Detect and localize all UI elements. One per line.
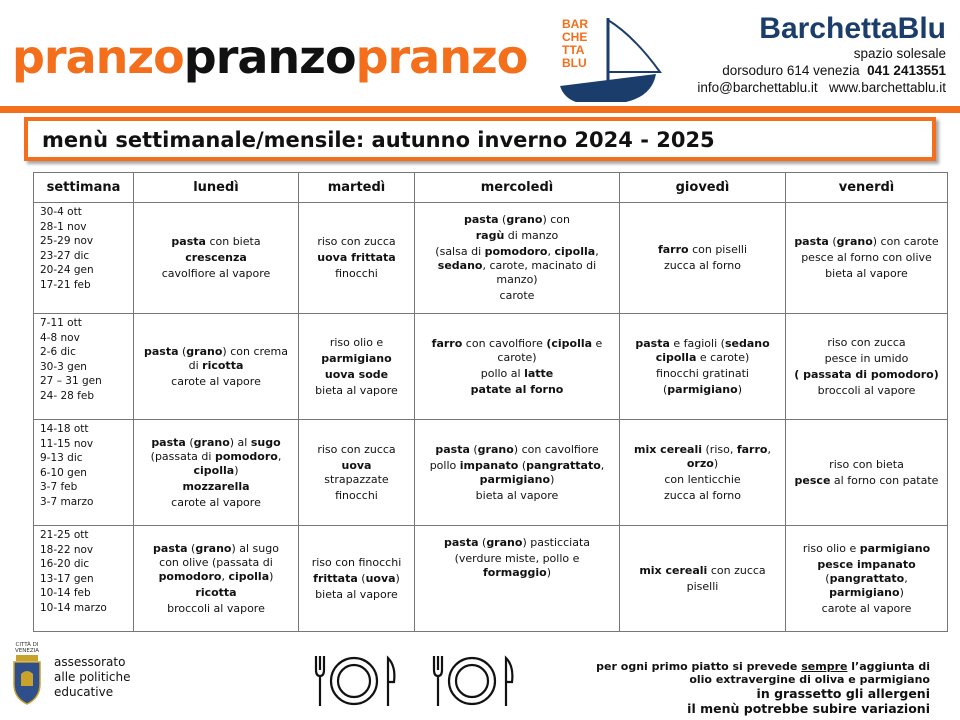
header-monday: lunedì xyxy=(134,173,299,203)
week-cell xyxy=(34,526,134,632)
header-friday: venerdì xyxy=(786,173,948,203)
wednesday-menu: pasta (grano) con cavolfiore pollo impanato (pangrattato, parmigiano) bieta al vapore xyxy=(415,420,620,526)
note-line-2: olio extravergine di oliva e parmigiano xyxy=(689,673,930,686)
dish-text: pasta xyxy=(794,235,829,248)
subtitle: menù settimanale/mensile: autunno inverno 2024 - 2025 xyxy=(42,128,715,152)
dish-text: uova xyxy=(365,571,396,585)
monday-menu: pasta (grano) con crema di ricotta carote al vapore xyxy=(134,314,299,420)
week-range: 30-4 ott xyxy=(40,206,82,218)
dish-text: crescenza xyxy=(185,251,247,264)
dish-text: riso con zucca xyxy=(317,442,396,456)
dish-text: grano xyxy=(477,442,514,456)
dish-text: con crema di xyxy=(188,344,289,372)
monday-menu: pasta (grano) al sugo con olive (passata di pomodoro, cipolla) ricotta broccoli al vapore xyxy=(134,526,299,632)
dish-text: con piselli xyxy=(688,243,748,256)
dish-text: pasticciata xyxy=(526,536,591,549)
dish-text: al sugo con olive (passata di xyxy=(159,541,279,569)
dish-text: grano xyxy=(836,235,873,248)
dish-text: pesce al forno con olive xyxy=(801,251,932,264)
note-text: l’aggiunta di xyxy=(847,660,930,673)
week-range: 3-7 feb xyxy=(40,481,78,493)
dish-text: ( passata di pomodoro) xyxy=(794,367,939,381)
week-range: 3-7 marzo xyxy=(40,495,94,508)
dish-text: grano xyxy=(193,435,230,449)
dish-text: con xyxy=(546,213,570,226)
dish-text: patate al forno xyxy=(470,382,564,396)
week-range: 13-17 gen xyxy=(40,572,94,585)
week-range: 28-1 nov xyxy=(40,220,87,233)
page-title xyxy=(12,30,528,84)
logo-text-4: BLU xyxy=(562,56,587,70)
week-range: 4-8 nov xyxy=(40,331,80,344)
dish-text: pollo al xyxy=(480,366,525,380)
wednesday-menu xyxy=(415,314,620,420)
dish-text: parmigiano xyxy=(859,541,931,555)
dish-text: (cipolla xyxy=(546,336,593,350)
subtitle-box xyxy=(24,117,936,161)
dish-text: con carote xyxy=(877,235,939,248)
header-wednesday: mercoledì xyxy=(415,173,620,203)
brand-name: BarchettaBlu xyxy=(759,12,946,45)
week-range: 23-27 dic xyxy=(40,249,90,262)
assessorato-text xyxy=(54,655,130,700)
thursday-menu xyxy=(620,526,786,632)
week-cell xyxy=(34,314,134,420)
friday-menu: riso olio e parmigiano pesce impanato (pangrattato, parmigiano) carote al vapore xyxy=(786,526,948,632)
week-range: 18-22 nov xyxy=(40,543,94,556)
dish-text: cipolla xyxy=(554,245,596,258)
note-text: sempre xyxy=(801,660,848,673)
header-tuesday: martedì xyxy=(299,173,415,203)
logo-text-1: BAR xyxy=(562,17,588,31)
tuesday-menu xyxy=(299,203,415,314)
dish-text: zucca al forno xyxy=(663,259,741,272)
friday-menu xyxy=(786,420,948,526)
dish-text: (salsa di xyxy=(435,245,485,258)
dish-text: pasta xyxy=(171,235,206,248)
title-part-2: pranzo xyxy=(183,30,356,84)
dish-text: (riso, xyxy=(702,442,737,456)
brand-contacts xyxy=(697,79,946,96)
dish-text: broccoli al vapore xyxy=(167,601,265,615)
dish-text: (verdure miste, pollo e xyxy=(454,552,580,565)
venezia-crest-icon xyxy=(10,640,44,706)
week-range: 30-3 gen xyxy=(40,360,87,373)
crest-text-1: CITTÀ DI xyxy=(15,642,39,648)
week-cell xyxy=(34,203,134,314)
dish-text: uova xyxy=(341,458,372,472)
dish-text: cavolfiore al vapore xyxy=(161,267,271,280)
dish-text: di manzo xyxy=(504,229,559,242)
week-range: 20-24 gen xyxy=(40,264,94,276)
week-range: 11-15 nov xyxy=(40,437,94,450)
dish-text: pasta xyxy=(151,435,186,449)
dish-text: grano xyxy=(506,213,543,226)
dish-text: bieta al vapore xyxy=(315,587,398,601)
dish-text: cipolla xyxy=(655,350,697,364)
week-range: 16-20 dic xyxy=(40,558,90,570)
note-allergens: in grassetto gli allergeni xyxy=(756,686,930,701)
dish-text: frittata xyxy=(313,571,358,585)
table-row xyxy=(34,526,948,632)
dish-text: al forno con patate xyxy=(830,473,939,487)
dish-text: e carote) xyxy=(696,350,750,364)
dish-text: ricotta xyxy=(202,358,244,372)
dish-text: parmigiano xyxy=(321,351,392,365)
dish-text: pasta xyxy=(635,336,670,350)
dish-text: bieta al vapore xyxy=(825,267,908,280)
dish-text: riso con zucca xyxy=(827,335,906,349)
brand-address xyxy=(697,62,946,79)
dish-text: orzo xyxy=(686,456,714,470)
dish-text: pasta xyxy=(435,442,470,456)
dish-text: latte xyxy=(524,366,554,380)
dish-text: impanato xyxy=(459,458,519,472)
dish-text: sugo xyxy=(250,435,281,449)
dish-text: uova sode xyxy=(324,367,389,381)
tuesday-menu xyxy=(299,420,415,526)
crest-text-2: VENEZIA xyxy=(15,648,39,654)
dish-text: finocchi xyxy=(335,267,378,280)
barchettablu-logo xyxy=(556,14,668,104)
dish-text: bieta al vapore xyxy=(315,383,398,397)
week-range: 21-25 ott xyxy=(40,529,89,541)
dish-text: pasta xyxy=(153,541,188,555)
week-range: 6-10 gen xyxy=(40,466,87,479)
dish-text: con zucca xyxy=(707,563,766,577)
tuesday-menu: riso con finocchi frittata (uova) bieta al vapore xyxy=(299,526,415,632)
friday-menu xyxy=(786,314,948,420)
dish-text: parmigiano xyxy=(479,472,551,486)
dish-text: con lenticchie xyxy=(664,472,741,486)
dish-text: carote al vapore xyxy=(821,601,912,615)
website-link[interactable]: www.barchettablu.it xyxy=(828,80,946,95)
wednesday-menu: pasta (grano) pasticciata (verdure miste, pollo e formaggio) xyxy=(415,526,620,632)
dish-text: con cavolfiore xyxy=(462,336,547,350)
dish-text: zucca al forno xyxy=(663,488,741,502)
monday-menu xyxy=(134,203,299,314)
thursday-menu xyxy=(620,203,786,314)
dish-text: (passata di xyxy=(150,449,215,463)
dish-text: pasta xyxy=(443,536,479,549)
friday-menu: pasta (grano) con carote pesce al forno con olive bieta al vapore xyxy=(786,203,948,314)
thursday-menu: mix cereali (riso, farro, orzo) con lenticchie zucca al forno xyxy=(620,420,786,526)
email-link[interactable]: info@barchettablu.it xyxy=(697,80,818,95)
footer-notes xyxy=(596,660,930,716)
dish-text: grano xyxy=(486,536,523,549)
header-week: settimana xyxy=(34,173,134,203)
address-text: dorsoduro 614 venezia xyxy=(722,63,860,78)
dish-text: sedano xyxy=(437,259,483,272)
orange-divider xyxy=(0,106,960,113)
dish-text: carote al vapore xyxy=(171,495,261,509)
dish-text: finocchi gratinati xyxy=(656,366,749,380)
dish-text: farro xyxy=(657,243,689,256)
dish-text: mozzarella xyxy=(182,479,250,493)
brand-block xyxy=(697,12,946,96)
table-row xyxy=(34,420,948,526)
logo-text-2: CHE xyxy=(562,30,588,44)
phone-text: 041 2413551 xyxy=(867,63,946,78)
dish-text: cipolla xyxy=(228,569,270,583)
dish-text: riso con zucca xyxy=(317,235,396,248)
dish-text: pollo xyxy=(429,458,460,472)
dish-text: con bieta xyxy=(205,235,261,248)
dish-text: pangrattato xyxy=(526,458,601,472)
dish-text: carote al vapore xyxy=(171,374,261,388)
dish-text: grano xyxy=(186,344,223,358)
dish-text: riso olio e xyxy=(802,541,860,555)
week-range: 10-14 feb xyxy=(40,587,91,599)
logo-text-3: TTA xyxy=(562,43,585,57)
dish-text: riso con finocchi xyxy=(311,555,402,569)
dish-text: finocchi xyxy=(335,488,378,502)
menu-table xyxy=(33,172,948,632)
thursday-menu: pasta e fagioli (sedano cipolla e carote) finocchi gratinati (parmigiano) xyxy=(620,314,786,420)
dish-text: mix cereali xyxy=(639,563,708,577)
dish-text: pangrattato xyxy=(829,571,905,585)
dish-text: pomodoro xyxy=(158,569,222,583)
dish-text: riso con bieta xyxy=(829,457,904,471)
cutlery-plates-icon xyxy=(310,652,550,710)
dish-text: pasta xyxy=(143,344,179,358)
dish-text: uova frittata xyxy=(317,251,396,264)
dish-text: e carote) xyxy=(497,336,603,364)
week-range: 10-14 marzo xyxy=(40,601,107,614)
dish-text: strapazzate xyxy=(324,472,389,486)
assessorato-line: alle politiche xyxy=(54,670,131,684)
dish-text: mix cereali xyxy=(634,442,703,456)
week-range: 17-21 feb xyxy=(40,278,91,291)
dish-text: al xyxy=(234,435,251,449)
dish-text: pomodoro xyxy=(484,245,548,258)
dish-text: pesce in umido xyxy=(824,351,909,365)
dish-text: e fagioli ( xyxy=(669,336,725,350)
title-part-1: pranzo xyxy=(12,30,184,84)
dish-text: piselli xyxy=(686,579,719,593)
wednesday-menu: pasta (grano) con ragù di manzo (salsa di pomodoro, cipolla, sedano, carote, macinato di manzo) carote xyxy=(415,203,620,314)
dish-text: broccoli al vapore xyxy=(817,383,916,397)
week-range: 24- 28 feb xyxy=(40,389,95,402)
week-range: 2-6 dic xyxy=(40,346,76,358)
note-variations: il menù potrebbe subire variazioni xyxy=(687,701,930,716)
week-range: 9-13 dic xyxy=(40,452,83,464)
dish-text: bieta al vapore xyxy=(475,488,559,502)
table-row xyxy=(34,203,948,314)
dish-text: ricotta xyxy=(195,585,237,599)
dish-text: grano xyxy=(195,541,232,555)
dish-text: pesce impanato xyxy=(817,557,916,571)
assessorato-line: educative xyxy=(54,685,114,699)
week-range: 25-29 nov xyxy=(40,235,94,247)
note-line-1 xyxy=(596,660,930,673)
table-row xyxy=(34,314,948,420)
week-cell xyxy=(34,420,134,526)
dish-text: farro xyxy=(736,442,768,456)
note-text: per ogni primo piatto si prevede xyxy=(596,660,802,673)
dish-text: parmigiano xyxy=(667,382,738,396)
dish-text: formaggio xyxy=(482,566,547,579)
table-header-row xyxy=(34,173,948,203)
week-range: 14-18 ott xyxy=(40,423,89,435)
dish-text: riso olio e xyxy=(329,335,384,349)
dish-text: carote xyxy=(499,289,535,302)
dish-text: ragù xyxy=(475,229,505,242)
dish-text: cipolla xyxy=(193,463,235,477)
dish-text: pomodoro xyxy=(214,449,278,463)
brand-tagline: spazio solesale xyxy=(853,46,946,61)
dish-text: pasta xyxy=(464,213,499,226)
dish-text: farro xyxy=(431,336,463,350)
week-range: 27 – 31 gen xyxy=(40,375,102,387)
header-thursday: giovedì xyxy=(620,173,786,203)
monday-menu: pasta (grano) al sugo (passata di pomodoro, cipolla) mozzarella carote al vapore xyxy=(134,420,299,526)
dish-text: sedano xyxy=(724,336,770,350)
title-part-3: pranzo xyxy=(355,30,528,84)
dish-text: con cavolfiore xyxy=(518,442,599,456)
dish-text: parmigiano xyxy=(829,585,900,599)
dish-text: pesce xyxy=(794,473,831,487)
tuesday-menu xyxy=(299,314,415,420)
dish-text: , carote, macinato di manzo) xyxy=(482,259,597,286)
assessorato-line: assessorato xyxy=(54,655,126,669)
week-range: 7-11 ott xyxy=(40,317,82,329)
